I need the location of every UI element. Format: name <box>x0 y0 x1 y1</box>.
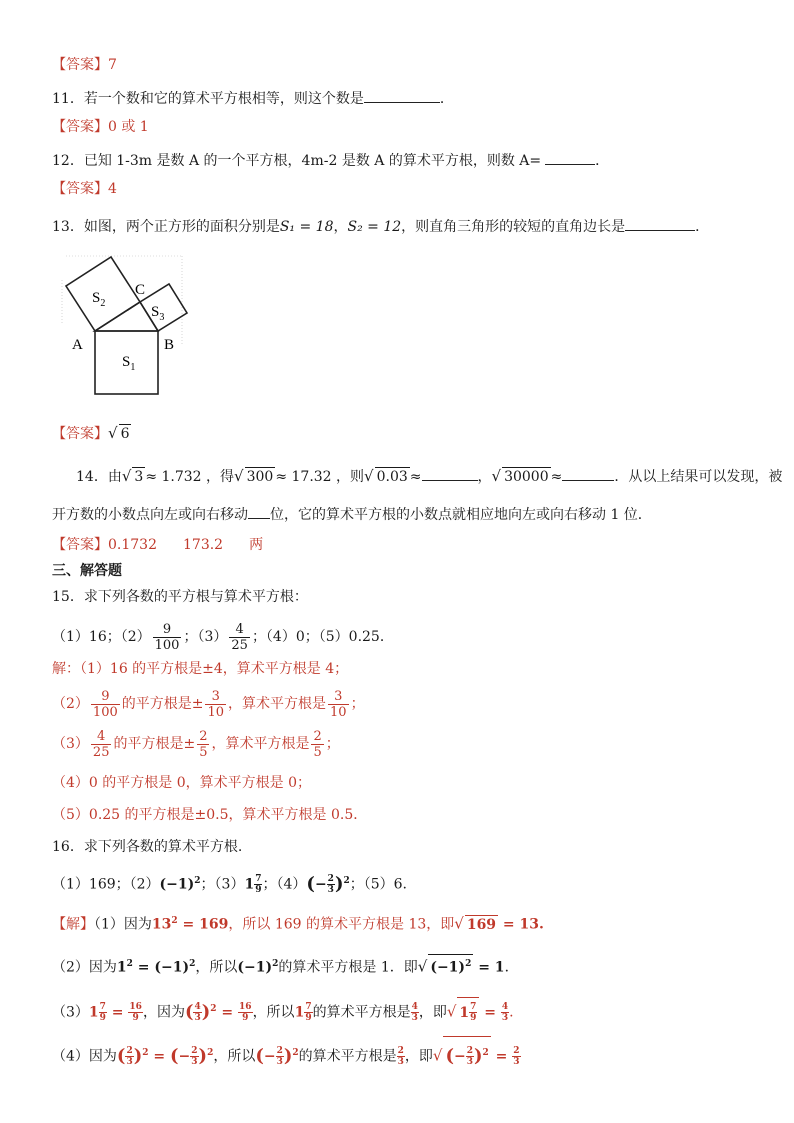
squares-triangle-figure <box>58 254 198 402</box>
sqrt-icon: √ <box>454 914 464 933</box>
radicand: 3 <box>134 469 144 485</box>
answer-tag: 【答案】 <box>52 57 108 73</box>
sqrt-icon: √ <box>108 424 118 442</box>
sqrt-icon: √ <box>417 957 428 976</box>
question-12 <box>52 150 609 170</box>
punct: ． <box>695 219 710 235</box>
solution-16-line4: （4）因为( $\frac{2}{3}$ )$^2$ = (− $\frac{2}{3}$ )$^2$，所以(− $\frac{2}{3}$ )$^2$的算术平方根是 $\frac{2}{3}$ ，即√ (− $\frac{2}{3}$ )$^2$ = $\frac{2}{3}$ <box>52 1036 521 1073</box>
solution-15-line1: 解：（1）16 的平方根是±4，算术平方根是 4； <box>52 661 349 677</box>
answer-14 <box>52 536 263 554</box>
question-text: 11．若一个数和它的算术平方根相等，则这个数是 <box>52 91 364 107</box>
q14-text: ≈ 1.732 ，得 <box>145 469 235 485</box>
question-11 <box>52 88 454 108</box>
q14-text: 位，它的算术平方根的小数点就相应地向左或向右移动 1 位． <box>270 507 652 523</box>
sqrt-icon: √ <box>432 1046 443 1065</box>
q14-text: ≈ 17.32 ，则 <box>275 469 365 485</box>
label-s3: $S_3$ <box>151 304 165 323</box>
label-c: C <box>135 282 146 298</box>
question-14-line1 <box>76 466 782 486</box>
solution-16-line1: 【解】（1）因为$13^2 = 169$，所以 169 的算术平方根是 13，即√ 169 = 13. <box>52 914 544 933</box>
question-13 <box>52 216 709 236</box>
fraction: $\frac{4}{25}$ <box>231 621 248 653</box>
q14-text: ≈ <box>550 469 563 485</box>
question-text-rest: ，则直角三角形的较短的直角边长是 <box>401 219 626 235</box>
answer-tag: 【答案】 <box>52 537 108 553</box>
question-16-items: （1）169；$(2)(-1)^2$；（3）1 $\frac{7}{9}$ ；（4）(− $\frac{2}{3}$ )$^2$；（5）6. <box>52 873 407 896</box>
answer-11 <box>52 118 149 136</box>
q14-text: 14．由 <box>76 469 122 485</box>
question-16-title: 16．求下列各数的算术平方根. <box>52 839 243 855</box>
radicand: 30000 <box>504 469 549 485</box>
answer-blank <box>625 216 695 231</box>
answer-value: 7 <box>108 57 117 73</box>
section-heading: 三、解答题 <box>52 563 122 579</box>
answer-10 <box>52 56 117 74</box>
answer-blank <box>248 504 270 519</box>
answer-blank <box>364 88 440 103</box>
q14-text: ≈ <box>409 469 422 485</box>
punct: ． <box>595 153 610 169</box>
radicand: 300 <box>246 469 274 485</box>
q14-text: ， <box>477 469 492 485</box>
answer-tag: 【答案】 <box>52 426 108 442</box>
answer-value: 6 <box>120 426 130 442</box>
solution-15-line2: （2） $\frac{9}{100}$ 的平方根是± $\frac{3}{10}$ ，算术平方根是 $\frac{3}{10}$ ； <box>52 688 365 720</box>
q15-text: （1）16；（2） <box>52 629 151 645</box>
sqrt-icon: √ <box>121 467 132 485</box>
label-b: B <box>164 337 175 353</box>
answer-value-2: 173.2 <box>183 537 224 553</box>
answer-12 <box>52 180 117 198</box>
sqrt-icon: √ <box>491 467 502 485</box>
sqrt-icon: √ <box>446 1002 457 1021</box>
solution-15-line3: （3） $\frac{4}{25}$ 的平方根是± $\frac{2}{5}$ ，算术平方根是 $\frac{2}{5}$ ； <box>52 728 340 760</box>
label-a: A <box>72 337 83 353</box>
radicand: 0.03 <box>376 469 408 485</box>
question-text: 13．如图，两个正方形的面积分别是 <box>52 219 280 235</box>
solution-16-line3: （3）1 $\frac{7}{9}$ = $\frac{16}{9}$ ，因为( $\frac{4}{3}$ )$^2$ = $\frac{16}{9}$ ，所以1 $\frac{7}{9}$ 的算术平方根是 $\frac{4}{3}$ ，即√ 1 $\frac{7}{9}$ = $\frac{4}{3}$ . <box>52 994 514 1028</box>
solution-15-line4: （4）0 的平方根是 0，算术平方根是 0； <box>52 775 311 791</box>
answer-blank <box>545 150 595 165</box>
area-s1: S₁ = 18 <box>279 219 334 235</box>
q15-text: ；（3） <box>183 629 228 645</box>
sqrt-icon: √ <box>234 467 244 485</box>
answer-blank <box>562 466 614 481</box>
answer-blank <box>422 466 478 481</box>
answer-value: 4 <box>108 181 117 197</box>
q15-text: ；（4）0；（5）0.25． <box>251 629 394 645</box>
answer-value-3: 两 <box>249 537 264 553</box>
fraction: $\frac{9}{100}$ <box>154 621 180 653</box>
sqrt-icon: √ <box>364 467 374 485</box>
solution-16-line2: （2）因为$1^2 = (-1)^2$，所以$(-1)^2$的算术平方根是 1．即√ $(-1)^2 = 1$． <box>52 954 519 977</box>
area-s2: S₂ = 12 <box>347 219 402 235</box>
solution-15-line5: （5）0.25 的平方根是±0.5，算术平方根是 0.5． <box>52 807 368 823</box>
answer-value: 0 或 1 <box>108 119 149 135</box>
label-s2: $S_2$ <box>92 290 106 309</box>
question-15-title: 15．求下列各数的平方根与算术平方根： <box>52 589 308 605</box>
solution-tag: 【解】 <box>52 916 94 933</box>
q14-text: 开方数的小数点向左或向右移动 <box>52 507 248 523</box>
label-s1: $S_1$ <box>122 354 136 373</box>
answer-tag: 【答案】 <box>52 181 108 197</box>
question-text: 12．已知 1-3m 是数 A 的一个平方根，4m-2 是数 A 的算术平方根，则数 A= <box>52 153 542 169</box>
answer-tag: 【答案】 <box>52 119 108 135</box>
question-15-items <box>52 618 394 656</box>
answer-value-1: 0.1732 <box>108 537 157 553</box>
punct: ， <box>333 219 348 235</box>
question-14-line2 <box>52 504 652 524</box>
answer-13 <box>52 424 131 443</box>
q14-text: ．从以上结果可以发现，被 <box>614 469 783 485</box>
punct: ． <box>439 91 454 107</box>
